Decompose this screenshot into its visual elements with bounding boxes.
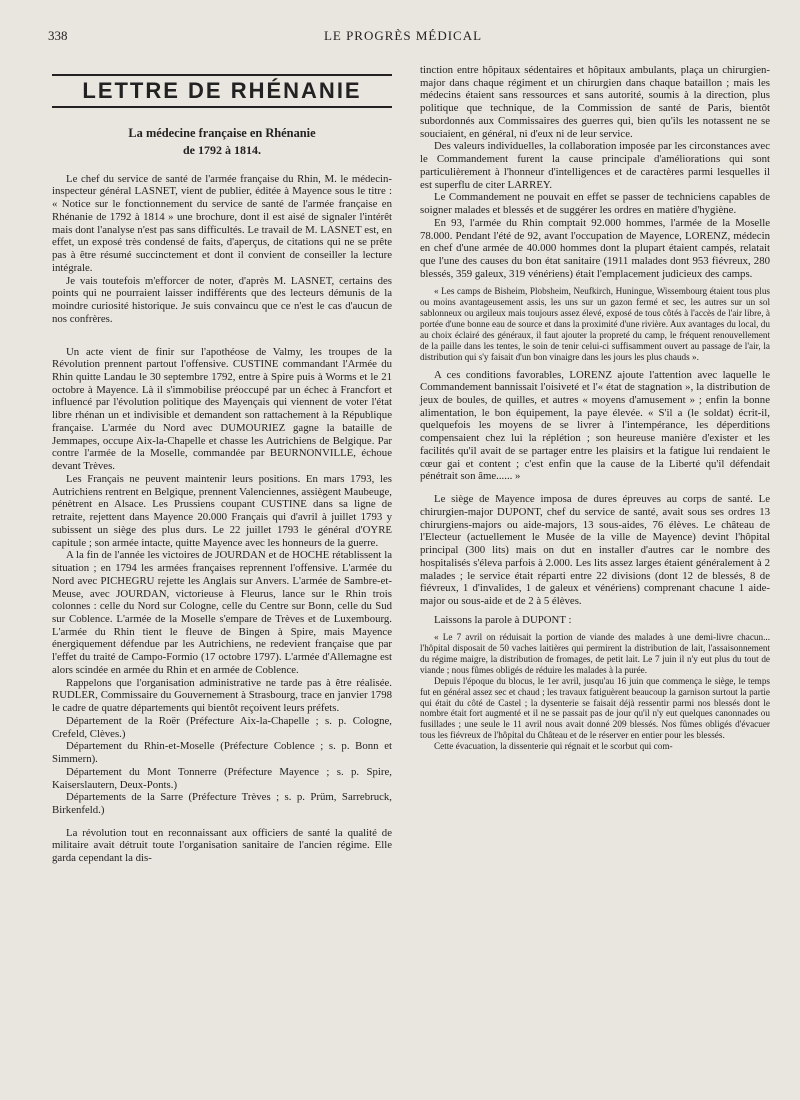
paragraph: Rappelons que l'organisation administrative ne tarde pas à être réalisée. RUDLER, Commissaire du Gouvernement à Strasbourg, trace en janvier 1798 le cadre de quatre départements qui bientôt reçoivent leurs préfets. (52, 676, 392, 715)
paragraph: En 93, l'armée du Rhin comptait 92.000 hommes, l'armée de la Moselle 78.000. Pendant l'été de 92, avant l'occupation de Mayence, LORENZ, médecin en chef d'une armée de 40.000 hommes dont la plupart étaient campés, relatait que l'une des causes du bon état sanitaire (1911 malades dont 953 fiévreux, 280 blessés, 359 galeux, 319 vénériens) était l'emplacement judicieux des camps. (420, 216, 770, 280)
quotation: « Les camps de Bisheim, Plobsheim, Neufkirch, Huningue, Wissembourg étaient tous plus ou moins avantageusement assis, les uns sur un gazon fermé et sec, les autres sur un sol sablonneux ou argileux mais toujours assez élevé, exposé de tous côtés à l'accès de l'air libre, à portée d'une bonne eau de source et dans la proximité d'une rivière. Aux avantages du local, du au choix éclairé des généraux, il faut ajouter la propreté du camp, le fréquent renouvellement de la paille dans les tentes, le soin de tenir celui-ci suffisamment ouvert au passage de l'air, la distribution qui s'y faisait d'un bon vinaigre dans les jours les plus chauds ». (420, 286, 770, 362)
department-entry: Départements de la Sarre (Préfecture Trèves ; s. p. Prüm, Sarrebruck, Birkenfeld.) (52, 791, 392, 816)
paragraph: A ces conditions favorables, LORENZ ajoute l'attention avec laquelle le Commandement bannissait l'oisiveté et l'« état de stagnation », la distribution de jeux de boules, de quilles, et autres « moyens d'amusement » ; enfin la bonne alimentation, le bon équipement, la paye élevée. « S'il a (le soldat) écrit-il, quelquefois les moyens de se livrer à l'intempérance, les déperditions compensaient chez lui la réplétion ; son heureuse manière d'exister et les facilités qu'il avait de se partager entre les plaisirs et la fatigue lui rendaient le cœur gai et content ; c'est enfin que la cause de la Liberté qu'il défendait pénétrait son âme...... » (420, 368, 770, 483)
right-column (420, 64, 770, 752)
paragraph: Le chef du service de santé de l'armée française du Rhin, M. le médecin-inspecteur général LASNET, vient de publier, éditée à Mayence sous le titre : « Notice sur le fonctionnement du service de santé de l'armée française en Rhénanie de 1792 à 1814 » une brochure, dont il est aisé de signaler l'intérêt mais dont l'analyse n'est pas sans difficultés. Le travail de M. LASNET est, en effet, un exposé très condensé de faits, d'aperçus, de citations qui ne se prête pas à être résumé succinctement et dont il convient de conseiller la lecture intégrale. (52, 172, 392, 274)
quotation: Depuis l'époque du blocus, le 1er avril, jusqu'au 16 juin que commença le siège, le temps fut en général assez sec et chaud ; les travaux fatiguèrent beaucoup la garnison surtout la partie qui était du côté de Castel ; la dysenterie se faisait déjà ressentir parmi nos blessés dont le nombre était fort augmenté et il ne se passait pas de jour qu'il n'y eut quelques canonnades ou fusillades ; une seule le 11 avril nous avait donné 209 blessés. Nos fûmes obligés d'évacuer tous les fiévreux de l'hôpital du Château et de le réserver en entier pour les blessés. (420, 675, 770, 741)
page-header (48, 28, 758, 46)
left-column (52, 64, 392, 865)
department-entry: Département du Rhin-et-Moselle (Préfecture Coblence ; s. p. Bonn et Simmern). (52, 740, 392, 766)
department-entry: Département du Mont Tonnerre (Préfecture Mayence ; s. p. Spire, Kaiserslautern, Deux-Ponts.) (52, 765, 392, 791)
page-number: 338 (48, 28, 68, 43)
paragraph: Le Commandement ne pouvait en effet se passer de techniciens capables de soigner malades et blessés et de suggérer les ordres en matière d'hygiène. (420, 191, 770, 217)
paragraph: Un acte vient de finir sur l'apothéose de Valmy, les troupes de la Révolution prennent partout l'offensive. CUSTINE commandant l'Armée du Rhin quitte Landau le 30 septembre 1792, entre à Spire puis à Worms et le 21 octobre à Mayence. Là il s'immobilise préoccupé par un échec à Francfort et influencé par l'évolution politique des Mayençais qui viennent de voter l'état libre rhénan un et indivisible et demandent son rattachement à la République française. L'armée du Nord avec DUMOURIEZ gagne la bataille de Jemmapes, occupe Aix-la-Chapelle et chasse les Autrichiens de Belgique. Par contre l'armée de la Moselle, commandée par BEURNONVILLE, échoue devant Trèves. (52, 345, 392, 473)
journal-title: LE PROGRÈS MÉDICAL (323, 28, 483, 43)
department-entry: Département de la Roër (Préfecture Aix-la-Chapelle ; s. p. Cologne, Crefeld, Clèves.) (52, 714, 392, 740)
paragraph: Je vais toutefois m'efforcer de noter, d'après M. LASNET, certains des points qui ne pourraient laisser indifférents que des lecteurs démunis de la moindre curiosité historique. Je suis convaincu que ce n'est le cas d'aucun de nos confrères. (52, 274, 392, 325)
paragraph: Les Français ne peuvent maintenir leurs positions. En mars 1793, les Autrichiens rentrent en Belgique, prennent Valenciennes, assiègent Maubeuge, pénètrent en Alsace. Les Prussiens coupant CUSTINE dans sa ligne de retraite, rejettent dans Mayence 20.000 Français qui d'avril à juillet 1793 y subissent un siège des plus durs. Le 22 juillet 1793 le général d'OYRE capitule ; son armée intacte, quitte Mayence avec les honneurs de la guerre. (52, 472, 392, 549)
paragraph: Laissons la parole à DUPONT : (434, 613, 572, 626)
article-subtitle: La médecine française en Rhénanie (128, 125, 316, 140)
paragraph: tinction entre hôpitaux sédentaires et hôpitaux ambulants, plaça un chirurgien-major dans chaque régiment et un chirurgien dans chaque bataillon ; mais les médecins étaient sans ressources et sans autorité, soumis à la direction, plus politique que technique, de la Commission de santé de Paris, bientôt subordonnés aux Commissaires des guerres qui, bien qu'ils les notassent ne se souciaient, en général, ni d'eux ni de leur service. (420, 64, 770, 140)
article-title: LETTRE DE RHÉNANIE (52, 74, 392, 108)
quotation: Cette évacuation, la dissenterie qui régnait et le scorbut qui com- (434, 741, 673, 752)
paragraph: La révolution tout en reconnaissant aux officiers de santé la qualité de militaire avait détruit toute l'organisation sanitaire de l'ancien régime. Elle garda cependant la dis- (52, 826, 392, 865)
paragraph: Des valeurs individuelles, la collaboration imposée par les circonstances avec le Commandement furent la cause principale d'améliorations qui sont particulièrement à l'honneur d'intelligences et de caractères parmi lesquelles il est superflu de citer LARREY. (420, 140, 770, 191)
quotation: « Le 7 avril on réduisait la portion de viande des malades à une demi-livre chacun... l'hôpital disposait de 50 vaches laitières qui permirent la distribution de lait, l'assaisonnement du régime maigre, la distribution de fromages, de petit lait. Le 7 juin il n'y eut plus du tout de viande ; nous fûmes obligés de réduire les malades à la purée. (420, 632, 770, 676)
paragraph: A la fin de l'année les victoires de JOURDAN et de HOCHE rétablissent la situation ; en 1794 les armées françaises reprennent l'offensive. L'armée du Nord avec PICHEGRU rejette les Anglais sur Anvers. L'armée de Sambre-et-Meuse, avec JOURDAN, victorieuse à Fleurus, lance sur le Rhin trois colonnes : celle du Nord sur Cologne, celle du Centre sur Bonn, celle du Sud sur Coblence. L'armée de la Moselle s'empare de Trèves et de Luxembourg. L'armée du Rhin tient le fleuve de Bingen à Spire, mais Mayence énergiquement défendue par les Autrichiens, ne redevient française que par l'effet du traité de Campo-Formio (17 octobre 1797). L'armée d'Allemagne est alors scindée en armée du Rhin et en armée de Coblence. (52, 549, 392, 676)
paragraph: Le siège de Mayence imposa de dures épreuves au corps de santé. Le chirurgien-major DUPONT, chef du service de santé, avait sous ses ordres 13 chirurgiens-majors ou aide-majors, 13 sous-aides, 76 élèves. Le château de l'Electeur (actuellement le Musée de la ville de Mayence) devint l'hôpital principal (300 lits) mais on dut en installer d'autres car le nombre des hospitalisés s'éleva parfois à 2.000. Les lits assez larges étaient généralement à 2 malades ; le service était réparti entre 22 divisions (dont 12 de blessés, 8 de fiévreux, 1 d'invalides, 1 de galeux et vénériens) comprenant chacune 1 aide-major ou sous-aide et de 2 à 5 élèves. (420, 493, 770, 607)
article-dates: de 1792 à 1814. (183, 142, 261, 157)
